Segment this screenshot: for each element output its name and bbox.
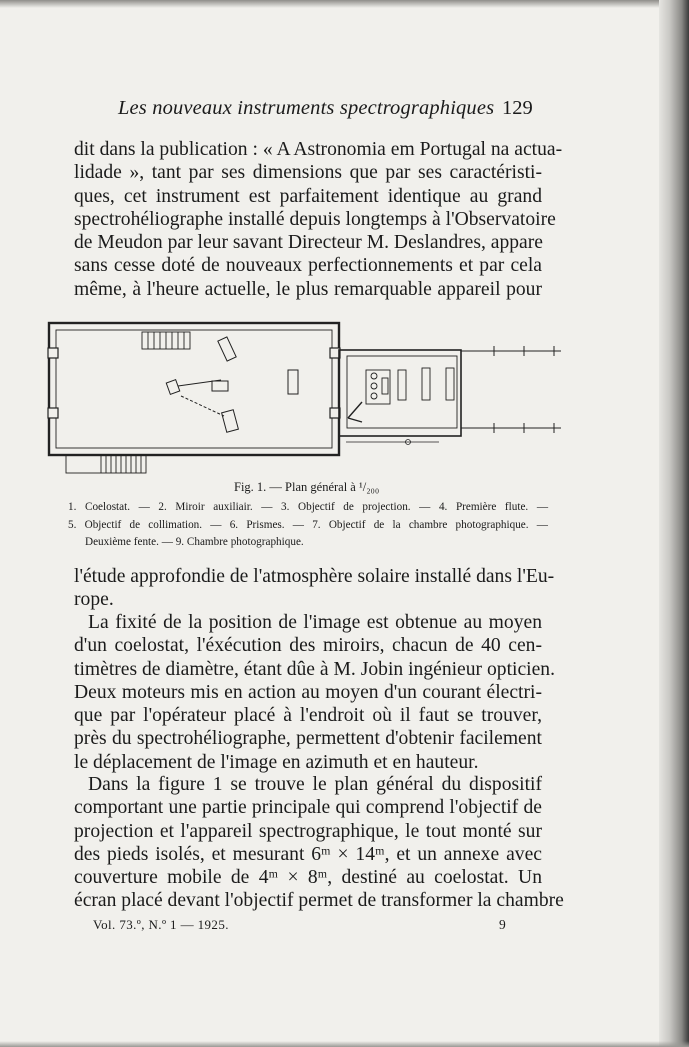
text-line: des pieds isolés, et mesurant 6ᵐ × 14ᵐ, et un annexe avec xyxy=(74,843,542,865)
page-bottom-shadow xyxy=(0,1041,689,1047)
volume-footer: Vol. 73.º, N.º 1 — 1925. xyxy=(93,917,229,932)
legend-line: 1. Coelostat. — 2. Miroir auxiliair. — 3. Objectif de projection. — 4. Première flute. — xyxy=(68,501,548,513)
text-line: Dans la figure 1 se trouve le plan général du dispositif xyxy=(88,774,542,795)
main-building-plan xyxy=(48,323,340,455)
text-line: près du spectrohéliographe, permettent d'obtenir facilement xyxy=(74,728,542,750)
text-line: l'étude approfondie de l'atmosphère solaire installé dans l'Eu- xyxy=(74,566,555,587)
text-line: Deux moteurs mis en action au moyen d'un courant électri- xyxy=(74,681,542,703)
text-line: d'un coelostat, l'éxécution des miroirs, chacun de 40 cen- xyxy=(74,635,542,657)
paragraph-2 xyxy=(74,565,555,612)
coelostat-annex xyxy=(339,350,461,436)
figure-title: Fig. 1. — Plan général à ¹/₂₀₀ xyxy=(234,480,380,494)
paragraph-1 xyxy=(74,138,563,301)
text-line: de Meudon par leur savant Directeur M. Deslandres, appare xyxy=(74,232,543,254)
text-line: que par l'opérateur placé à l'endroit où il faut se trouver, xyxy=(74,705,542,727)
interior-stairs xyxy=(142,332,190,349)
legend-line: 5. Objectif de collimation. — 6. Prismes. — 7. Objectif de la chambre photographique. — xyxy=(68,518,548,531)
signature-mark: 9 xyxy=(499,917,506,932)
floor-plan-figure xyxy=(46,318,568,478)
text-line: dit dans la publication : « A Astronomia em Portugal na actua- xyxy=(74,139,563,160)
spectroheliograph-apparatus xyxy=(166,337,298,432)
legend-line: Deuxième fente. — 9. Chambre photographique. xyxy=(85,536,304,549)
text-line: même, à l'heure actuelle, le plus remarquable appareil pour xyxy=(74,278,542,300)
text-line: rope. xyxy=(74,589,114,611)
page-number: 129 xyxy=(502,97,533,119)
text-line: sans cesse doté de nouveaux perfectionnements et par cela xyxy=(74,255,542,277)
text-line: spectrohéliographe installé depuis longtemps à l'Observatoire xyxy=(74,208,556,230)
entrance-stairs xyxy=(66,455,146,473)
text-line: ques, cet instrument est parfaitement identique au grand xyxy=(74,185,542,207)
text-line: La fixité de la position de l'image est obtenue au moyen xyxy=(88,612,542,633)
text-line: le déplacement de l'image en azimuth et en hauteur. xyxy=(74,751,479,773)
text-line: lidade », tant par ses dimensions que par ses caractéristi- xyxy=(74,162,542,184)
paragraph-3 xyxy=(74,611,555,774)
text-line: couverture mobile de 4ᵐ × 8ᵐ, destiné au coelostat. Un xyxy=(74,867,542,889)
page-top-shadow xyxy=(0,0,689,8)
text-line: timètres de diamètre, étant dûe à M. Jobin ingénieur opticien. xyxy=(74,658,555,680)
running-title: Les nouveaux instruments spectrographiques xyxy=(118,97,495,119)
paragraph-4 xyxy=(74,773,564,913)
page-binding-shadow xyxy=(659,0,689,1047)
text-line: projection et l'appareil spectrographique, le tout monté sur xyxy=(74,820,542,842)
figure-legend xyxy=(68,499,548,552)
text-line: écran placé devant l'objectif permet de transformer la chambre xyxy=(74,890,564,912)
text-line: comportant une partie principale qui comprend l'objectif de xyxy=(74,797,542,819)
rails xyxy=(346,346,561,445)
